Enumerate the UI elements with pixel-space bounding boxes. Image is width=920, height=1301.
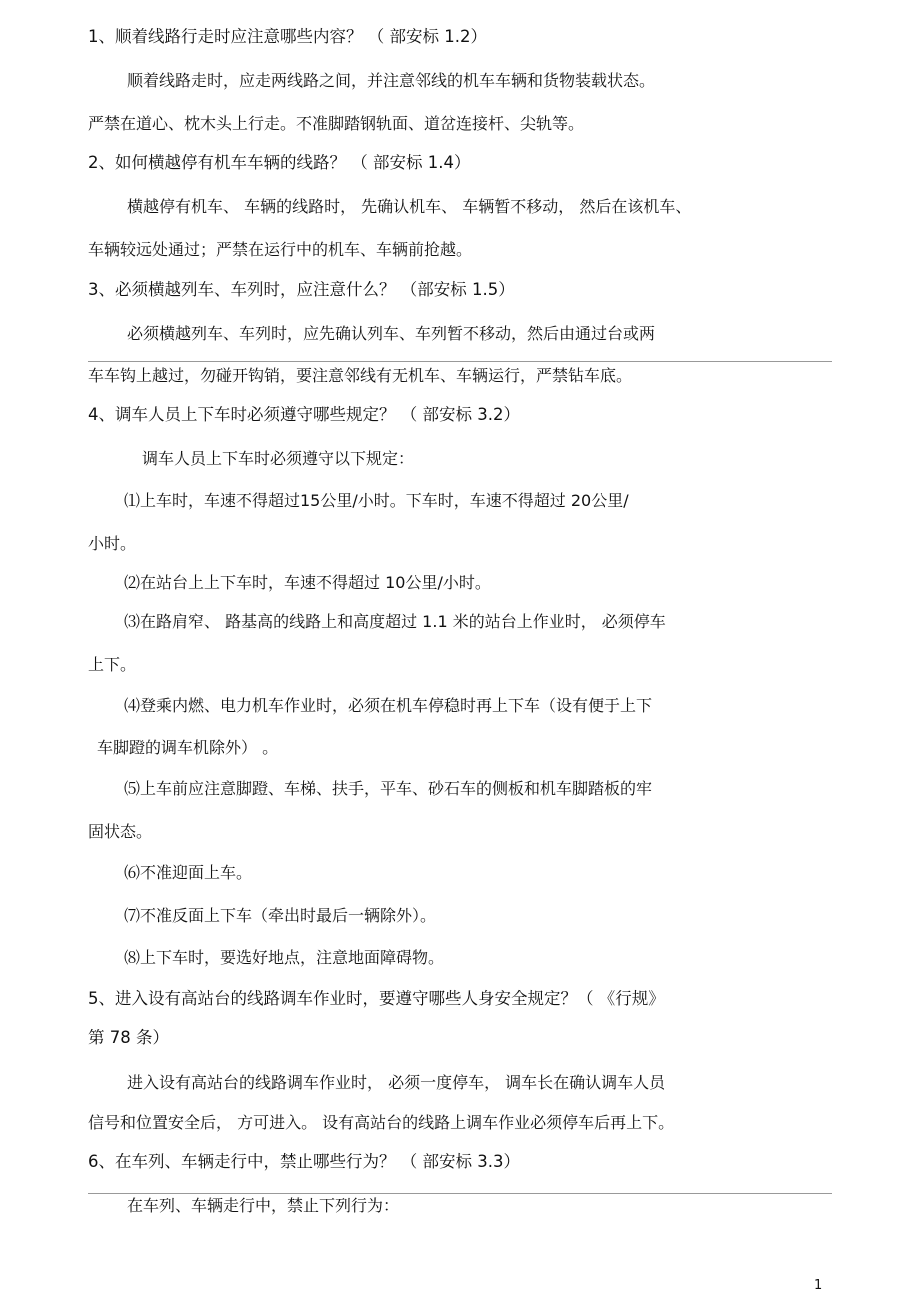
question-5-heading-continued: 第 78 条） bbox=[88, 1028, 169, 1047]
paragraph-line: 调车人员上下车时必须遵守以下规定： bbox=[142, 449, 415, 468]
paragraph-line: 严禁在道心、枕木头上行走。不准脚踏钢轨面、道岔连接杆、尖轨等。 bbox=[88, 114, 585, 133]
paragraph-line: 小时。 bbox=[88, 534, 137, 553]
list-item: ⑸上车前应注意脚蹬、车梯、扶手，平车、砂石车的侧板和机车脚踏板的牢 bbox=[124, 779, 653, 798]
paragraph-line: 车辆较远处通过；严禁在运行中的机车、车辆前抢越。 bbox=[88, 240, 473, 259]
paragraph-line: 必须横越列车、车列时，应先确认列车、车列暂不移动，然后由通过台或两 bbox=[127, 324, 656, 343]
divider-rule bbox=[88, 1193, 832, 1194]
list-item: ⑷登乘内燃、电力机车作业时，必须在机车停稳时再上下车（设有便于上下 bbox=[124, 696, 653, 715]
paragraph-line: 信号和位置安全后， 方可进入。 设有高站台的线路上调车作业必须停车后再上下。 bbox=[88, 1113, 675, 1132]
paragraph-line: 在车列、车辆走行中，禁止下列行为： bbox=[127, 1196, 400, 1215]
paragraph-line: 固状态。 bbox=[88, 822, 153, 841]
question-6-heading: 6、在车列、车辆走行中，禁止哪些行为？ （ 部安标 3.3） bbox=[88, 1152, 520, 1171]
paragraph-line: 车脚蹬的调车机除外） 。 bbox=[97, 738, 279, 757]
divider-rule bbox=[88, 361, 832, 362]
page-number: 1 bbox=[814, 1278, 823, 1293]
question-4-heading: 4、调车人员上下车时必须遵守哪些规定？ （ 部安标 3.2） bbox=[88, 405, 520, 424]
paragraph-line: 顺着线路走时，应走两线路之间，并注意邻线的机车车辆和货物装载状态。 bbox=[127, 71, 656, 90]
question-2-heading: 2、如何横越停有机车车辆的线路？ （ 部安标 1.4） bbox=[88, 153, 471, 172]
paragraph-line: 进入设有高站台的线路调车作业时， 必须一度停车， 调车长在确认调车人员 bbox=[127, 1073, 666, 1092]
paragraph-line: 车车钩上越过，勿碰开钩销，要注意邻线有无机车、车辆运行，严禁钻车底。 bbox=[88, 366, 633, 385]
question-1-heading: 1、顺着线路行走时应注意哪些内容？ （ 部安标 1.2） bbox=[88, 27, 487, 46]
list-item: ⑹不准迎面上车。 bbox=[124, 863, 253, 882]
list-item: ⑵在站台上上下车时，车速不得超过 10公里/小时。 bbox=[124, 573, 491, 592]
list-item: ⑻上下车时，要选好地点，注意地面障碍物。 bbox=[124, 948, 445, 967]
list-item: ⑶在路肩窄、 路基高的线路上和高度超过 1.1 米的站台上作业时， 必须停车 bbox=[124, 612, 666, 631]
question-5-heading: 5、进入设有高站台的线路调车作业时，要遵守哪些人身安全规定？（ 《行规》 bbox=[88, 989, 665, 1008]
question-3-heading: 3、必须横越列车、车列时，应注意什么？ （部安标 1.5） bbox=[88, 280, 515, 299]
list-item: ⑺不准反面上下车（牵出时最后一辆除外）。 bbox=[124, 906, 437, 925]
paragraph-line: 横越停有机车、 车辆的线路时， 先确认机车、 车辆暂不移动， 然后在该机车、 bbox=[127, 197, 692, 216]
paragraph-line: 上下。 bbox=[88, 655, 137, 674]
list-item: ⑴上车时，车速不得超过15公里/小时。下车时，车速不得超过 20公里/ bbox=[124, 491, 629, 510]
